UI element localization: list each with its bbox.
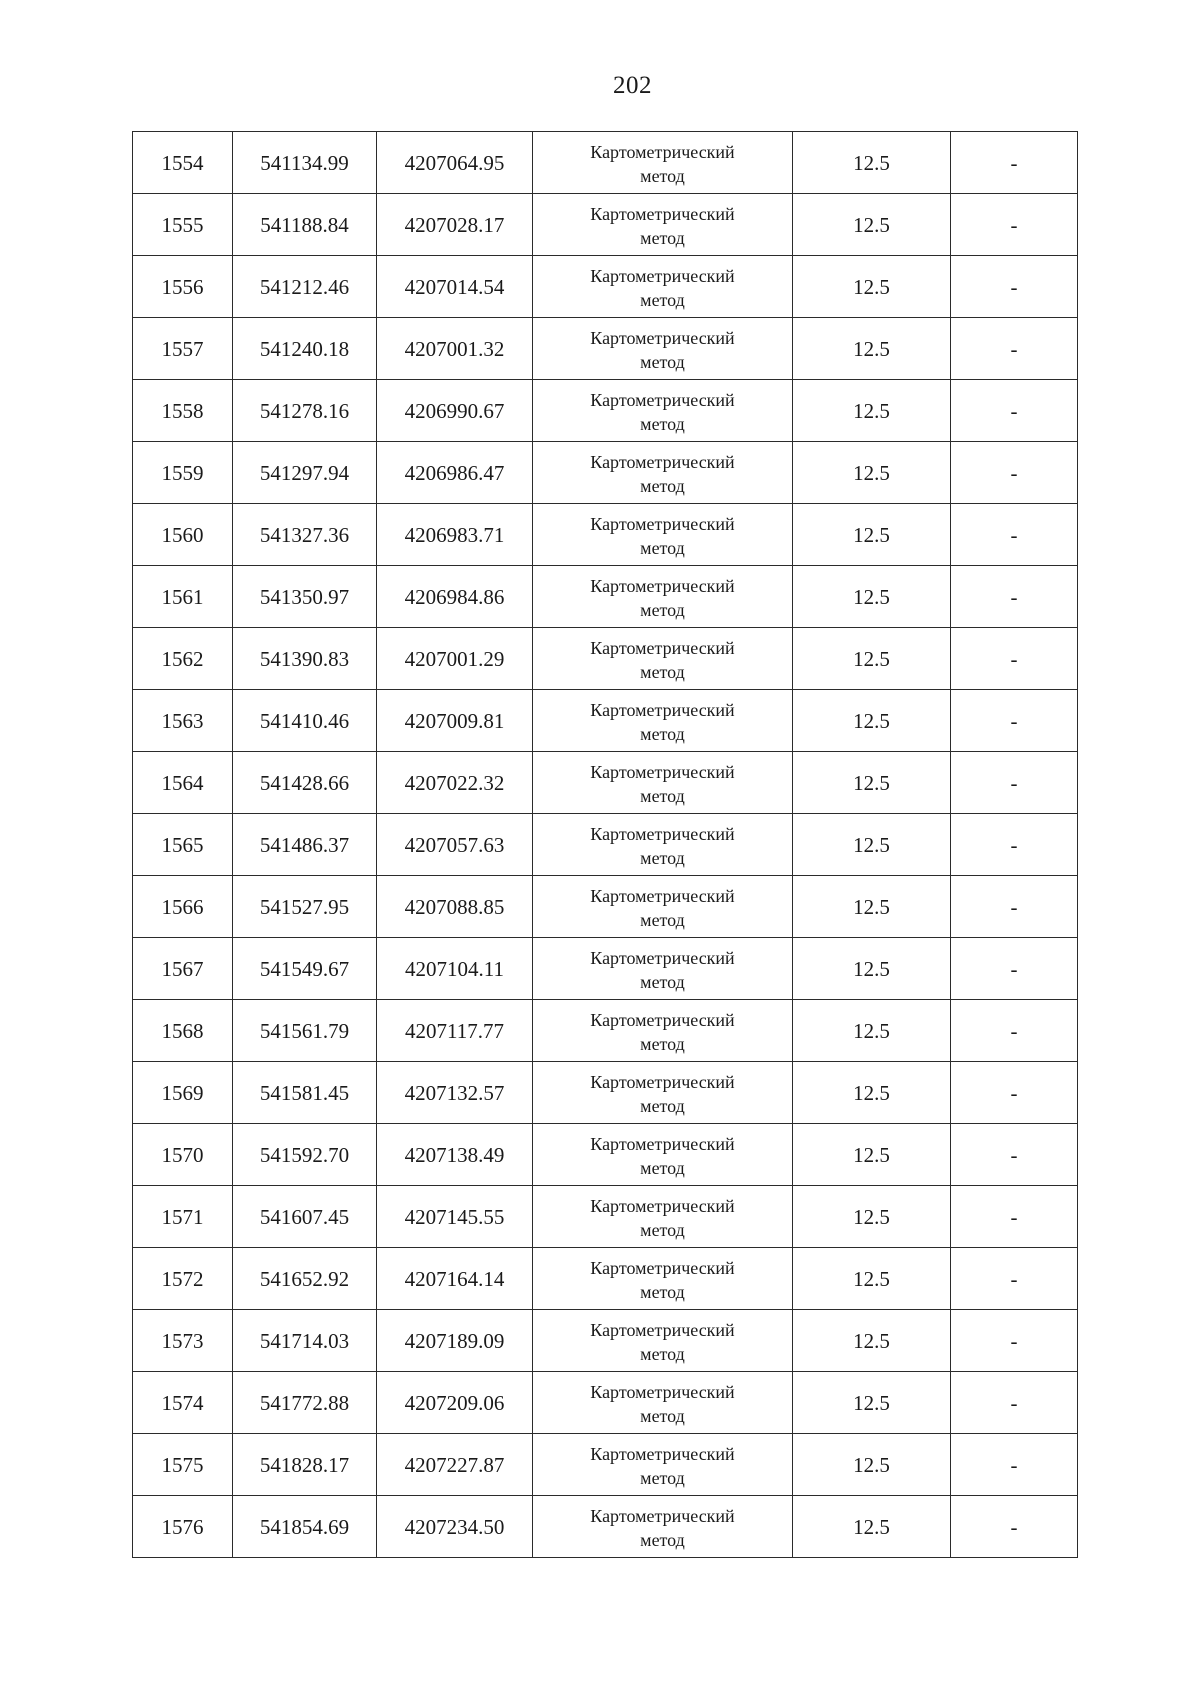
accuracy-cell: 12.5 [793, 690, 951, 752]
accuracy-cell: 12.5 [793, 442, 951, 504]
method-cell [533, 318, 793, 380]
method-line-1: Картометрический [590, 1505, 735, 1526]
method-cell [533, 380, 793, 442]
x-coordinate-cell: 541410.46 [233, 690, 377, 752]
method-line-1: Картометрический [590, 1381, 735, 1402]
y-coordinate-cell: 4207227.87 [377, 1434, 533, 1496]
x-coordinate-cell: 541714.03 [233, 1310, 377, 1372]
method-line-2: метод [640, 289, 685, 310]
method-line-1: Картометрический [590, 1133, 735, 1154]
accuracy-cell: 12.5 [793, 628, 951, 690]
method-line-1: Картометрический [590, 699, 735, 720]
point-number-cell: 1562 [133, 628, 233, 690]
method-cell [533, 1496, 793, 1558]
table-row [133, 752, 1078, 814]
method-line-1: Картометрический [590, 327, 735, 348]
method-line-2: метод [640, 1095, 685, 1116]
table-row [133, 938, 1078, 1000]
table-row [133, 132, 1078, 194]
method-line-1: Картометрический [590, 761, 735, 782]
x-coordinate-cell: 541428.66 [233, 752, 377, 814]
coordinates-table [132, 131, 1078, 1558]
x-coordinate-cell: 541327.36 [233, 504, 377, 566]
method-line-2: метод [640, 165, 685, 186]
accuracy-cell: 12.5 [793, 752, 951, 814]
point-number-cell: 1564 [133, 752, 233, 814]
note-cell: - [951, 566, 1078, 628]
method-line-2: метод [640, 785, 685, 806]
note-cell: - [951, 1248, 1078, 1310]
table-row [133, 690, 1078, 752]
point-number-cell: 1576 [133, 1496, 233, 1558]
point-number-cell: 1575 [133, 1434, 233, 1496]
note-cell: - [951, 318, 1078, 380]
method-line-2: метод [640, 475, 685, 496]
table-row [133, 1496, 1078, 1558]
method-line-2: метод [640, 599, 685, 620]
point-number-cell: 1574 [133, 1372, 233, 1434]
note-cell: - [951, 442, 1078, 504]
point-number-cell: 1569 [133, 1062, 233, 1124]
method-line-2: метод [640, 661, 685, 682]
y-coordinate-cell: 4207164.14 [377, 1248, 533, 1310]
point-number-cell: 1561 [133, 566, 233, 628]
method-line-1: Картометрический [590, 885, 735, 906]
x-coordinate-cell: 541581.45 [233, 1062, 377, 1124]
method-cell [533, 814, 793, 876]
accuracy-cell: 12.5 [793, 194, 951, 256]
table-row [133, 256, 1078, 318]
y-coordinate-cell: 4207189.09 [377, 1310, 533, 1372]
method-line-2: метод [640, 1157, 685, 1178]
accuracy-cell: 12.5 [793, 1186, 951, 1248]
note-cell: - [951, 876, 1078, 938]
table-row [133, 318, 1078, 380]
y-coordinate-cell: 4207104.11 [377, 938, 533, 1000]
note-cell: - [951, 1310, 1078, 1372]
method-line-1: Картометрический [590, 1257, 735, 1278]
method-line-1: Картометрический [590, 265, 735, 286]
note-cell: - [951, 256, 1078, 318]
y-coordinate-cell: 4207145.55 [377, 1186, 533, 1248]
note-cell: - [951, 628, 1078, 690]
note-cell: - [951, 690, 1078, 752]
x-coordinate-cell: 541240.18 [233, 318, 377, 380]
table-row [133, 1062, 1078, 1124]
method-cell [533, 1372, 793, 1434]
accuracy-cell: 12.5 [793, 504, 951, 566]
method-line-1: Картометрический [590, 451, 735, 472]
method-line-2: метод [640, 227, 685, 248]
x-coordinate-cell: 541607.45 [233, 1186, 377, 1248]
method-line-1: Картометрический [590, 1195, 735, 1216]
method-line-2: метод [640, 1405, 685, 1426]
y-coordinate-cell: 4206990.67 [377, 380, 533, 442]
x-coordinate-cell: 541188.84 [233, 194, 377, 256]
point-number-cell: 1563 [133, 690, 233, 752]
method-line-2: метод [640, 1529, 685, 1550]
point-number-cell: 1559 [133, 442, 233, 504]
x-coordinate-cell: 541652.92 [233, 1248, 377, 1310]
table-row [133, 442, 1078, 504]
point-number-cell: 1573 [133, 1310, 233, 1372]
method-cell [533, 256, 793, 318]
method-cell [533, 504, 793, 566]
method-line-1: Картометрический [590, 575, 735, 596]
table-row [133, 566, 1078, 628]
note-cell: - [951, 1062, 1078, 1124]
note-cell: - [951, 752, 1078, 814]
y-coordinate-cell: 4207001.32 [377, 318, 533, 380]
accuracy-cell: 12.5 [793, 318, 951, 380]
method-line-1: Картометрический [590, 637, 735, 658]
y-coordinate-cell: 4207209.06 [377, 1372, 533, 1434]
table-row [133, 1434, 1078, 1496]
table-row [133, 194, 1078, 256]
accuracy-cell: 12.5 [793, 1062, 951, 1124]
y-coordinate-cell: 4207014.54 [377, 256, 533, 318]
method-line-2: метод [640, 847, 685, 868]
method-cell [533, 1186, 793, 1248]
x-coordinate-cell: 541592.70 [233, 1124, 377, 1186]
y-coordinate-cell: 4207132.57 [377, 1062, 533, 1124]
table-row [133, 380, 1078, 442]
method-cell [533, 752, 793, 814]
table-row [133, 504, 1078, 566]
x-coordinate-cell: 541828.17 [233, 1434, 377, 1496]
y-coordinate-cell: 4207057.63 [377, 814, 533, 876]
accuracy-cell: 12.5 [793, 1496, 951, 1558]
table-row [133, 1372, 1078, 1434]
point-number-cell: 1566 [133, 876, 233, 938]
accuracy-cell: 12.5 [793, 1000, 951, 1062]
y-coordinate-cell: 4206986.47 [377, 442, 533, 504]
method-line-2: метод [640, 1033, 685, 1054]
method-cell [533, 1062, 793, 1124]
method-line-2: метод [640, 351, 685, 372]
method-line-1: Картометрический [590, 1009, 735, 1030]
accuracy-cell: 12.5 [793, 256, 951, 318]
y-coordinate-cell: 4207138.49 [377, 1124, 533, 1186]
note-cell: - [951, 1124, 1078, 1186]
accuracy-cell: 12.5 [793, 876, 951, 938]
note-cell: - [951, 1186, 1078, 1248]
y-coordinate-cell: 4207022.32 [377, 752, 533, 814]
point-number-cell: 1570 [133, 1124, 233, 1186]
accuracy-cell: 12.5 [793, 814, 951, 876]
point-number-cell: 1558 [133, 380, 233, 442]
note-cell: - [951, 814, 1078, 876]
point-number-cell: 1572 [133, 1248, 233, 1310]
method-line-2: метод [640, 537, 685, 558]
x-coordinate-cell: 541212.46 [233, 256, 377, 318]
x-coordinate-cell: 541297.94 [233, 442, 377, 504]
point-number-cell: 1554 [133, 132, 233, 194]
method-cell [533, 442, 793, 504]
note-cell: - [951, 1434, 1078, 1496]
method-line-1: Картометрический [590, 513, 735, 534]
table-row [133, 814, 1078, 876]
point-number-cell: 1571 [133, 1186, 233, 1248]
method-line-2: метод [640, 1219, 685, 1240]
y-coordinate-cell: 4206983.71 [377, 504, 533, 566]
x-coordinate-cell: 541134.99 [233, 132, 377, 194]
table-row [133, 628, 1078, 690]
point-number-cell: 1568 [133, 1000, 233, 1062]
accuracy-cell: 12.5 [793, 1310, 951, 1372]
accuracy-cell: 12.5 [793, 1124, 951, 1186]
note-cell: - [951, 938, 1078, 1000]
method-line-1: Картометрический [590, 1443, 735, 1464]
method-line-1: Картометрический [590, 1071, 735, 1092]
method-cell [533, 628, 793, 690]
method-cell [533, 876, 793, 938]
table-row [133, 876, 1078, 938]
method-line-2: метод [640, 1281, 685, 1302]
method-line-1: Картометрический [590, 1319, 735, 1340]
method-cell [533, 690, 793, 752]
y-coordinate-cell: 4207009.81 [377, 690, 533, 752]
note-cell: - [951, 504, 1078, 566]
method-cell [533, 566, 793, 628]
table-row [133, 1248, 1078, 1310]
point-number-cell: 1567 [133, 938, 233, 1000]
y-coordinate-cell: 4207117.77 [377, 1000, 533, 1062]
x-coordinate-cell: 541561.79 [233, 1000, 377, 1062]
note-cell: - [951, 380, 1078, 442]
method-cell [533, 938, 793, 1000]
note-cell: - [951, 194, 1078, 256]
method-line-1: Картометрический [590, 389, 735, 410]
note-cell: - [951, 132, 1078, 194]
note-cell: - [951, 1496, 1078, 1558]
table-row [133, 1186, 1078, 1248]
method-line-1: Картометрический [590, 203, 735, 224]
accuracy-cell: 12.5 [793, 132, 951, 194]
y-coordinate-cell: 4207001.29 [377, 628, 533, 690]
method-line-1: Картометрический [590, 141, 735, 162]
accuracy-cell: 12.5 [793, 566, 951, 628]
table-row [133, 1310, 1078, 1372]
y-coordinate-cell: 4206984.86 [377, 566, 533, 628]
x-coordinate-cell: 541278.16 [233, 380, 377, 442]
x-coordinate-cell: 541772.88 [233, 1372, 377, 1434]
table-row [133, 1000, 1078, 1062]
method-line-2: метод [640, 909, 685, 930]
method-cell [533, 1124, 793, 1186]
y-coordinate-cell: 4207234.50 [377, 1496, 533, 1558]
method-line-2: метод [640, 1467, 685, 1488]
method-line-1: Картометрический [590, 823, 735, 844]
y-coordinate-cell: 4207028.17 [377, 194, 533, 256]
note-cell: - [951, 1372, 1078, 1434]
point-number-cell: 1556 [133, 256, 233, 318]
method-cell [533, 1310, 793, 1372]
point-number-cell: 1555 [133, 194, 233, 256]
method-cell [533, 132, 793, 194]
accuracy-cell: 12.5 [793, 1248, 951, 1310]
accuracy-cell: 12.5 [793, 938, 951, 1000]
method-cell [533, 194, 793, 256]
accuracy-cell: 12.5 [793, 1372, 951, 1434]
note-cell: - [951, 1000, 1078, 1062]
method-line-1: Картометрический [590, 947, 735, 968]
method-cell [533, 1000, 793, 1062]
x-coordinate-cell: 541549.67 [233, 938, 377, 1000]
page-number: 202 [613, 72, 652, 99]
table-body [133, 132, 1078, 1558]
x-coordinate-cell: 541390.83 [233, 628, 377, 690]
y-coordinate-cell: 4207088.85 [377, 876, 533, 938]
method-cell [533, 1434, 793, 1496]
point-number-cell: 1557 [133, 318, 233, 380]
method-line-2: метод [640, 723, 685, 744]
y-coordinate-cell: 4207064.95 [377, 132, 533, 194]
x-coordinate-cell: 541486.37 [233, 814, 377, 876]
point-number-cell: 1565 [133, 814, 233, 876]
method-cell [533, 1248, 793, 1310]
x-coordinate-cell: 541350.97 [233, 566, 377, 628]
x-coordinate-cell: 541527.95 [233, 876, 377, 938]
accuracy-cell: 12.5 [793, 380, 951, 442]
point-number-cell: 1560 [133, 504, 233, 566]
method-line-2: метод [640, 1343, 685, 1364]
method-line-2: метод [640, 413, 685, 434]
x-coordinate-cell: 541854.69 [233, 1496, 377, 1558]
table-row [133, 1124, 1078, 1186]
accuracy-cell: 12.5 [793, 1434, 951, 1496]
method-line-2: метод [640, 971, 685, 992]
